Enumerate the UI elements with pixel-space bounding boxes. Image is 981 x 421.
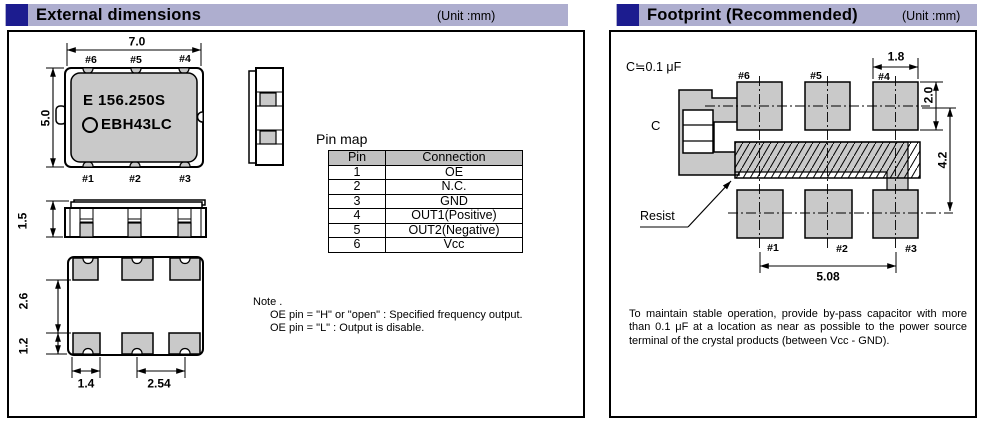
- footprint-pad-2: [805, 190, 852, 238]
- package-front-view: [65, 200, 206, 237]
- pin-map-title: Pin map: [316, 131, 368, 147]
- dim-pad-height-1-2: 1.2: [16, 337, 31, 355]
- pin-number: 6: [329, 238, 386, 253]
- footprint-pad-label-5: #5: [810, 70, 822, 83]
- bypass-capacitor: [683, 110, 713, 153]
- pin-map-col-connection: Connection: [386, 151, 523, 166]
- footprint-pad-label-4: #4: [878, 71, 890, 84]
- dim-row-pitch-4-2: 4.2: [935, 151, 950, 169]
- dim-col-span-5-08: 5.08: [816, 269, 840, 284]
- pin-connection: GND: [386, 194, 523, 209]
- table-row: [329, 209, 523, 224]
- dim-width-7: 7.0: [128, 34, 146, 49]
- dim-row-gap-2-6: 2.6: [16, 292, 31, 310]
- footprint-pad-label-1: #1: [767, 242, 779, 255]
- pin-label-5: #5: [130, 54, 142, 67]
- right-section-title: Footprint (Recommended): [647, 6, 858, 24]
- pin-connection: OUT2(Negative): [386, 223, 523, 238]
- pin-number: 2: [329, 180, 386, 195]
- note-line-2: OE pin = "L" : Output is disable.: [270, 322, 425, 334]
- package-side-view: [249, 68, 283, 165]
- note-line-1: OE pin = "H" or "open" : Specified frequency output.: [270, 309, 523, 321]
- note-label: Note .: [253, 296, 283, 308]
- table-row: [329, 223, 523, 238]
- pin-label-4: #4: [179, 53, 191, 66]
- dim-thickness-1-5: 1.5: [15, 212, 30, 230]
- table-row: [329, 194, 523, 209]
- capacitor-ref-label: C: [651, 118, 661, 133]
- left-section-header: [5, 4, 568, 26]
- pin-number: 3: [329, 194, 386, 209]
- pin-number: 5: [329, 223, 386, 238]
- pin-connection: OUT1(Positive): [386, 209, 523, 224]
- table-row: [329, 238, 523, 253]
- left-section-title: External dimensions: [36, 6, 202, 24]
- footprint-pad-label-3: #3: [905, 243, 917, 256]
- table-row: [329, 180, 523, 195]
- footprint-drawing: [640, 58, 956, 273]
- pin-map-col-pin: Pin: [329, 151, 386, 166]
- pin-map-table: [328, 150, 523, 253]
- dim-pitch-2-54: 2.54: [147, 376, 171, 391]
- marking-line2: EBH43LC: [101, 116, 173, 133]
- marking-line1: E 156.250S: [83, 92, 166, 109]
- pin-connection: Vcc: [386, 238, 523, 253]
- pin-connection: N.C.: [386, 180, 523, 195]
- dim-height-5: 5.0: [38, 109, 53, 127]
- marking-circle-icon: [83, 118, 97, 132]
- pin-number: 4: [329, 209, 386, 224]
- capacitor-value-label: C≒0.1 μF: [626, 60, 682, 74]
- right-section-header: [616, 4, 977, 26]
- pin-connection: OE: [386, 165, 523, 180]
- section-marker-square-icon: [6, 4, 28, 26]
- dim-pad-width-1-8: 1.8: [887, 49, 905, 64]
- package-bottom-view: [68, 257, 203, 355]
- table-row: [329, 165, 523, 180]
- footprint-pad-label-2: #2: [836, 243, 848, 256]
- footprint-pad-1: [737, 190, 783, 238]
- pin-label-1: #1: [82, 173, 94, 186]
- bypass-capacitor-note: To maintain stable operation, provide by-pass capacitor with more than 0.1 μF at a location as near as possible to the power source terminal of the crystal products (between Vcc - GND).: [629, 308, 967, 347]
- resist-label: Resist: [640, 209, 675, 223]
- right-section-unit: (Unit :mm): [902, 9, 961, 23]
- dim-pad-height-2-0: 2.0: [921, 86, 936, 104]
- pin-label-6: #6: [85, 54, 97, 67]
- section-marker-square-icon: [617, 4, 639, 26]
- pin-number: 1: [329, 165, 386, 180]
- pin-label-2: #2: [129, 173, 141, 186]
- left-section-unit: (Unit :mm): [437, 9, 496, 23]
- dim-pad-width-1-4: 1.4: [77, 376, 95, 391]
- pin-label-3: #3: [179, 173, 191, 186]
- footprint-pad-label-6: #6: [738, 70, 750, 83]
